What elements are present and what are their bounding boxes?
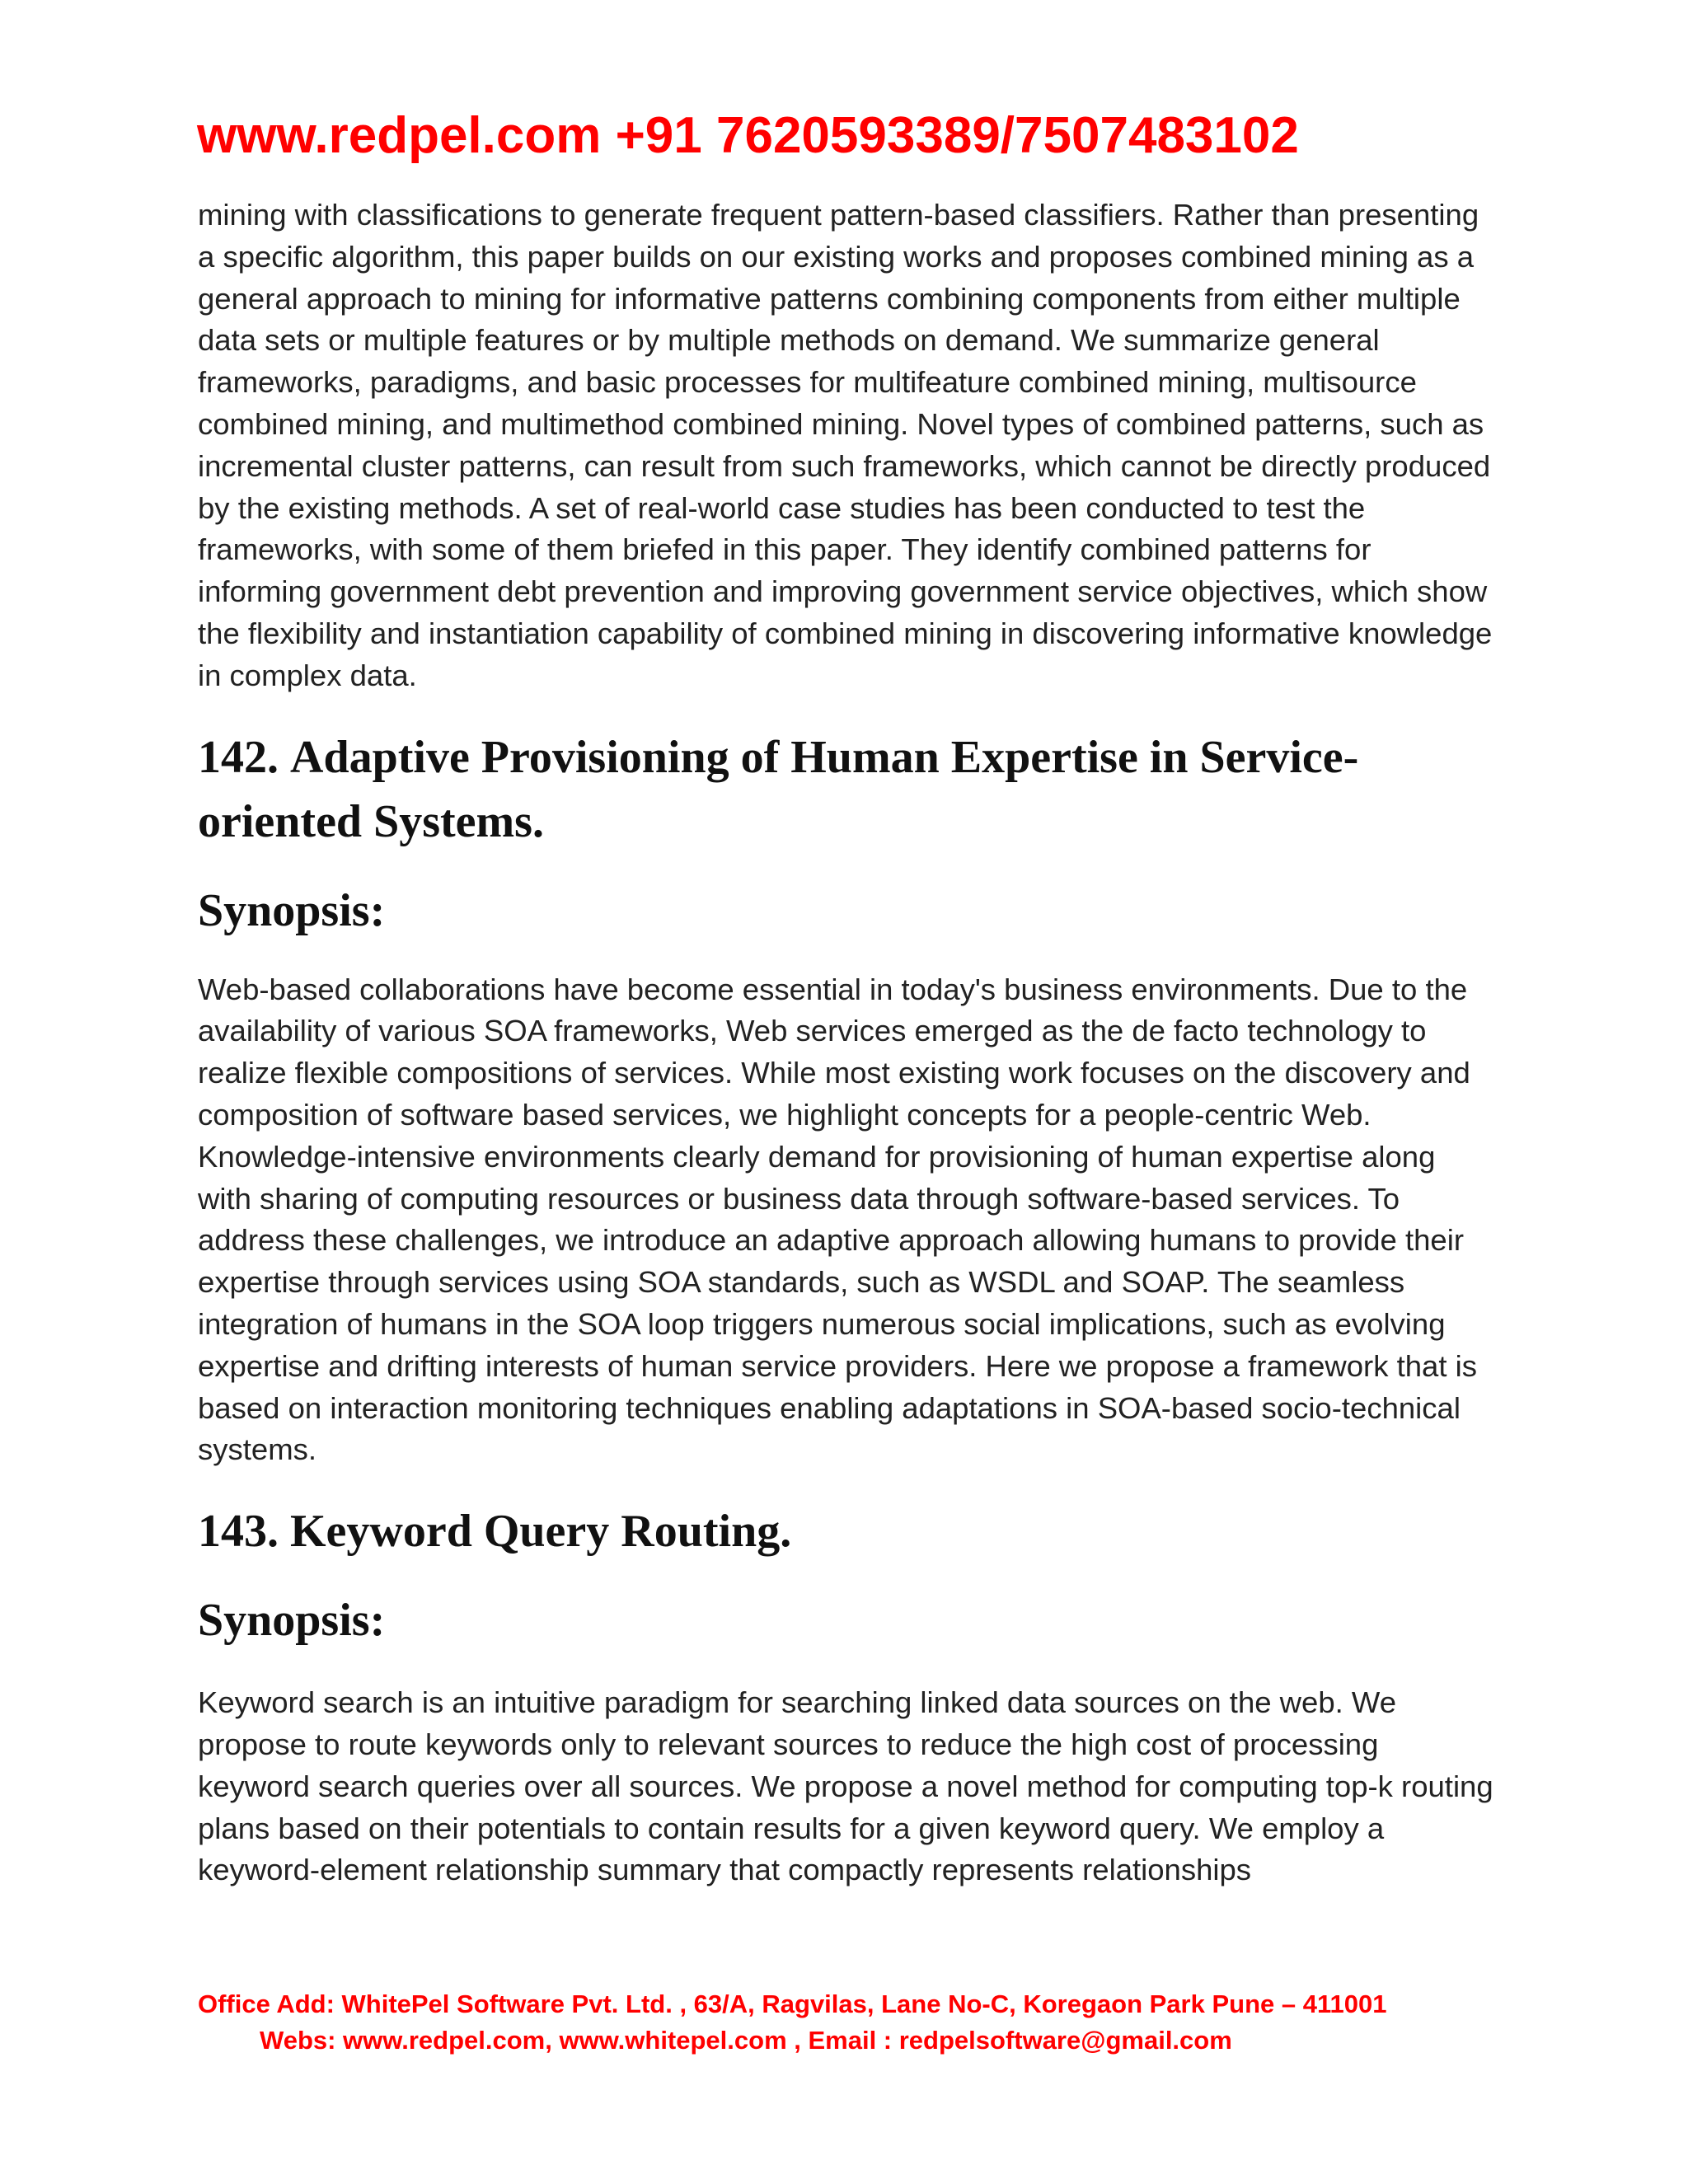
header-contact: www.redpel.com +91 7620593389/7507483102: [197, 107, 1299, 164]
intro-paragraph: mining with classifications to generate frequent pattern-based classifiers. Rather than presenting a specific algorithm, this paper builds on our existing works and proposes combined mining as a general approach to mining for informative patterns combining components from either multiple data sets or multiple features or by multiple methods on demand. We summarize general frameworks, paradigms, and basic processes for multifeature combined mining, multisource combined mining, and multimethod combined mining. Novel types of combined patterns, such as incremental cluster patterns, can result from such frameworks, which cannot be directly produced by the existing methods. A set of real-world case studies has been conducted to test the frameworks, with some of them briefed in this paper. They identify combined patterns for informing government debt prevention and improving government service objectives, which show the flexibility and instantiation capability of combined mining in discovering informative knowledge in complex data.: [198, 198, 1493, 692]
section-142-body: Web-based collaborations have become essential in today's business environments. Due to the availability of various SOA frameworks, Web services emerged as the de facto technology to realize flexible compositions of services. While most existing work focuses on the discovery and composition of software based services, we highlight concepts for a people-centric Web. Knowledge-intensive environments clearly demand for provisioning of human expertise along with sharing of computing resources or business data through software-based services. To address these challenges, we introduce an adaptive approach allowing humans to provide their expertise through services using SOA standards, such as WSDL and SOAP. The seamless integration of humans in the SOA loop triggers numerous social implications, such as evolving expertise and drifting interests of human service providers. Here we propose a framework that is based on interaction monitoring techniques enabling adaptations in SOA-based socio-technical systems.: [198, 972, 1477, 1467]
page-content: [198, 194, 1496, 1891]
section-143-body: Keyword search is an intuitive paradigm for searching linked data sources on the web. We propose to route keywords only to relevant sources to reduce the high cost of processing keyword search queries over all sources. We propose a novel method for computing top-k routing plans based on their potentials to contain results for a given keyword query. We employ a keyword-element relationship summary that compactly represents relationships: [198, 1685, 1493, 1887]
section-142-heading: [198, 725, 1496, 854]
section-143-synopsis-label: Synopsis:: [198, 1595, 386, 1647]
section-143-title: Keyword Query Routing.: [290, 1506, 792, 1558]
section-142-number: 142.: [198, 731, 279, 783]
section-143-number: 143.: [198, 1506, 279, 1558]
footer-webs: Webs: www.redpel.com, www.whitepel.com , Email : redpelsoftware@gmail.com: [260, 2026, 1232, 2055]
footer-address: Office Add: WhitePel Software Pvt. Ltd. , 63/A, Ragvilas, Lane No-C, Koregaon Park Pune – 411001: [198, 1990, 1387, 2018]
section-142-title: Adaptive Provisioning of Human Expertise in Service-oriented Systems.: [198, 731, 1359, 847]
section-142-synopsis-label: Synopsis:: [198, 884, 386, 936]
section-143-heading: [198, 1499, 1496, 1563]
